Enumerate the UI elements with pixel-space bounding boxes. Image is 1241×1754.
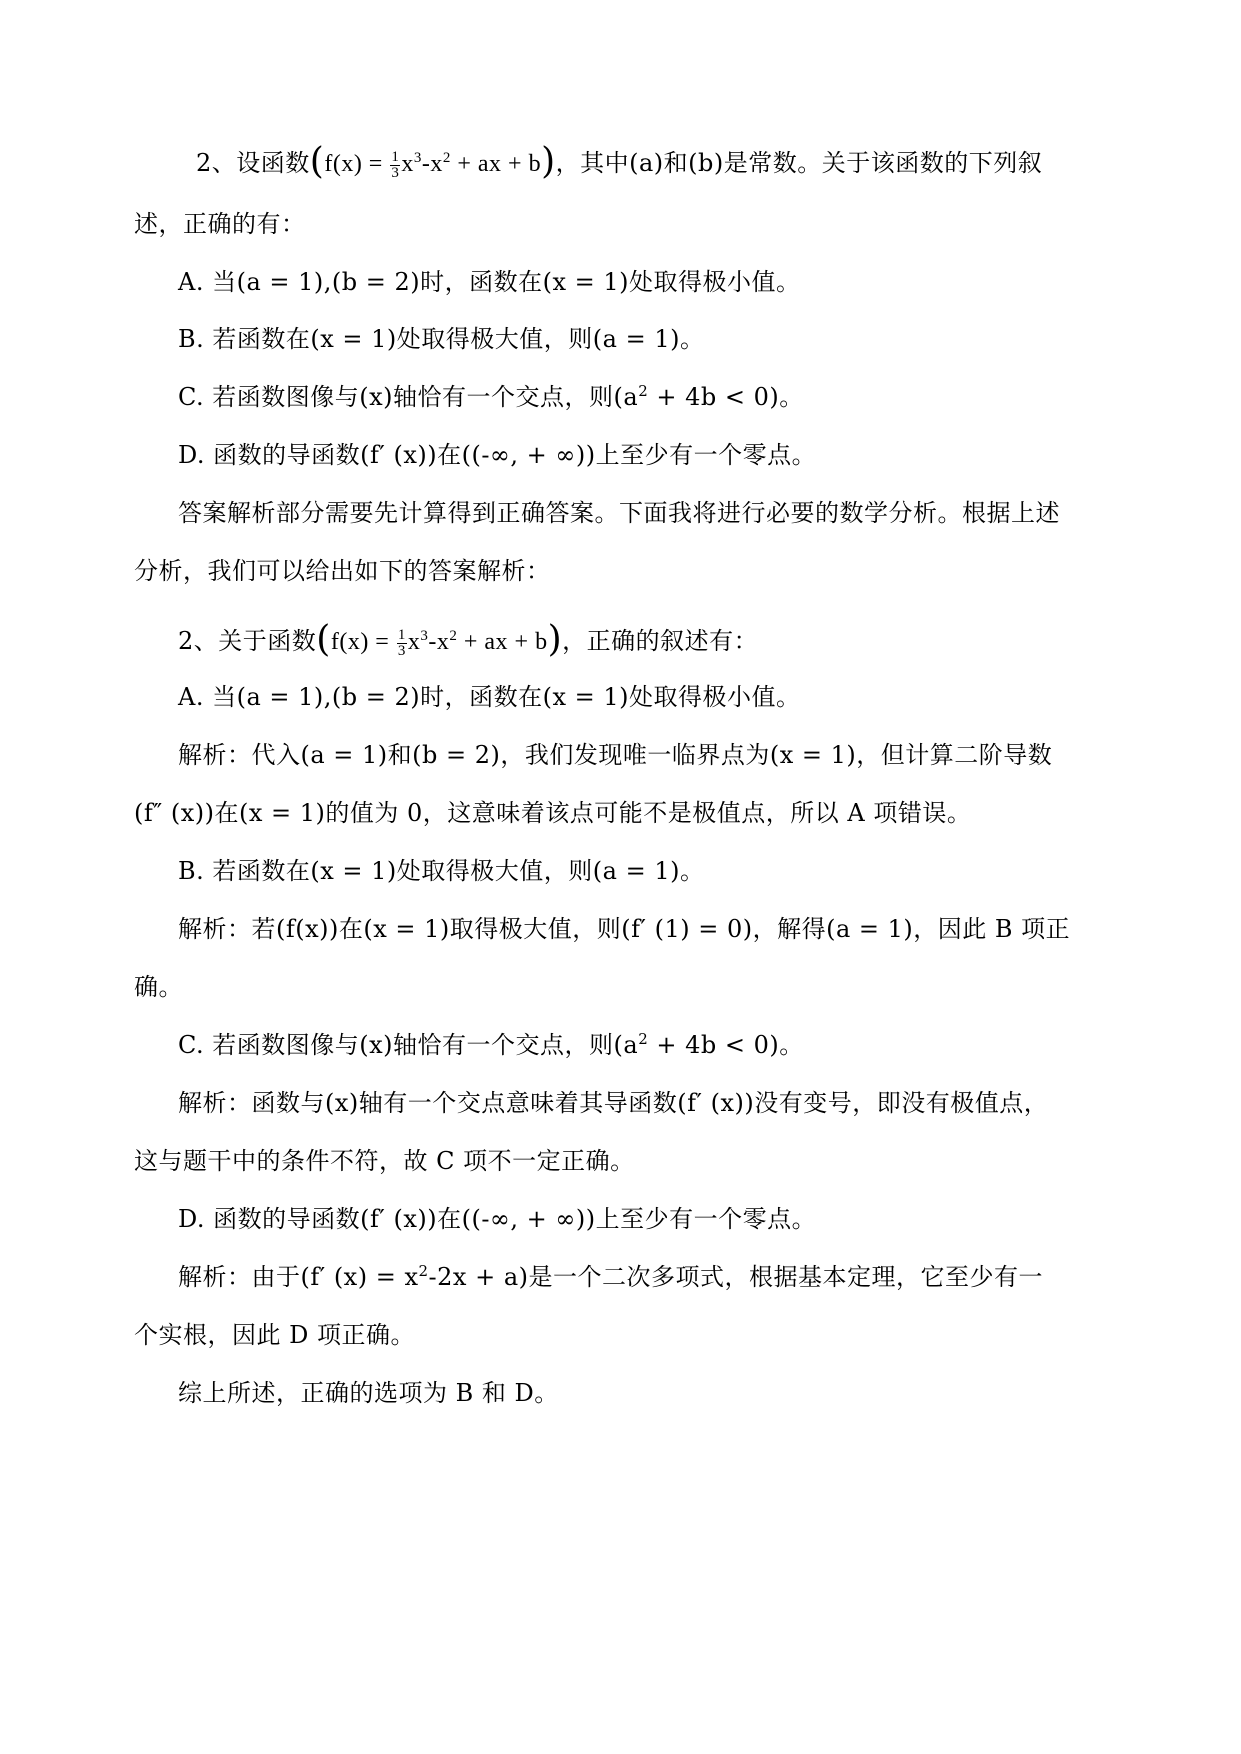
- option-b: B. 若函数在(x = 1)处取得极大值，则(a = 1)。: [178, 325, 705, 353]
- answer-c-explanation-1: 解析：函数与(x)轴有一个交点意味着其导函数(f′ (x))没有变号，即没有极值点，: [178, 1089, 1049, 1117]
- option-c: C. 若函数图像与(x)轴恰有一个交点，则$(a^2 + 4b < 0)$。: [178, 382, 804, 411]
- answer-b-explanation-1: 解析：若(f(x))在(x = 1)取得极大值，则(f′ (1) = 0)，解得(a = 1)，因此 B 项正: [178, 915, 1071, 943]
- answer-d: D. 函数的导函数(f′ (x))在((-∞, + ∞))上至少有一个零点。: [178, 1205, 817, 1233]
- conclusion: 综上所述，正确的选项为 B 和 D。: [178, 1379, 559, 1407]
- open-paren: (: [309, 141, 325, 182]
- close-paren: ): [541, 141, 556, 182]
- function-expression: f(x) = $\frac{1}{3}$ $x^3-x^2$ + ax + b: [324, 148, 542, 181]
- answer-d-explanation-1: 解析：由于(f′ $(x) = x^2-2x + a$)是一个二次多项式，根据基本定理，它至少有一: [178, 1262, 1043, 1291]
- answer-d-explanation-2: 个实根，因此 D 项正确。: [134, 1321, 415, 1349]
- answer-c: C. 若函数图像与(x)轴恰有一个交点，则$(a^2 + 4b < 0)$。: [178, 1030, 804, 1059]
- answer-a-explanation-2: (f″ (x))在(x = 1)的值为 0，这意味着该点可能不是极值点，所以 A 项错误。: [134, 799, 972, 827]
- option-d: D. 函数的导函数(f′ (x))在((-∞, + ∞))上至少有一个零点。: [178, 441, 817, 469]
- fraction-one-third: $\frac{1}{3}$: [391, 148, 400, 181]
- answer-heading: 2、关于函数(f(x) = $\frac{1}{3}$ $x^3-x^2$ + ax + b)，正确的叙述有：: [178, 619, 759, 660]
- answer-b-explanation-2: 确。: [134, 973, 183, 1001]
- question-line-1: [196, 141, 1043, 182]
- open-paren: (: [316, 619, 331, 660]
- analysis-intro-line-2: 分析，我们可以给出如下的答案解析：: [134, 557, 551, 585]
- question-intro-cont: ，其中(a)和(b)是常数。关于该函数的下列叙: [555, 149, 1043, 177]
- answer-a: A. 当(a = 1),(b = 2)时，函数在(x = 1)处取得极小值。: [178, 683, 801, 711]
- answer-c-explanation-2: 这与题干中的条件不符，故 C 项不一定正确。: [134, 1147, 635, 1175]
- option-a: A. 当(a = 1),(b = 2)时，函数在(x = 1)处取得极小值。: [178, 268, 801, 296]
- question-line-2: 述，正确的有：: [134, 210, 306, 238]
- question-intro: 2、设函数: [196, 149, 310, 177]
- answer-a-explanation-1: 解析：代入(a = 1)和(b = 2)，我们发现唯一临界点为(x = 1)，但计算二阶导数: [178, 741, 1053, 769]
- answer-b: B. 若函数在(x = 1)处取得极大值，则(a = 1)。: [178, 857, 705, 885]
- fraction-one-third: $\frac{1}{3}$: [397, 626, 406, 659]
- function-expression: f(x) = $\frac{1}{3}$ $x^3-x^2$ + ax + b: [330, 626, 548, 659]
- close-paren: ): [547, 619, 563, 660]
- analysis-intro-line-1: 答案解析部分需要先计算得到正确答案。下面我将进行必要的数学分析。根据上述: [178, 499, 1060, 527]
